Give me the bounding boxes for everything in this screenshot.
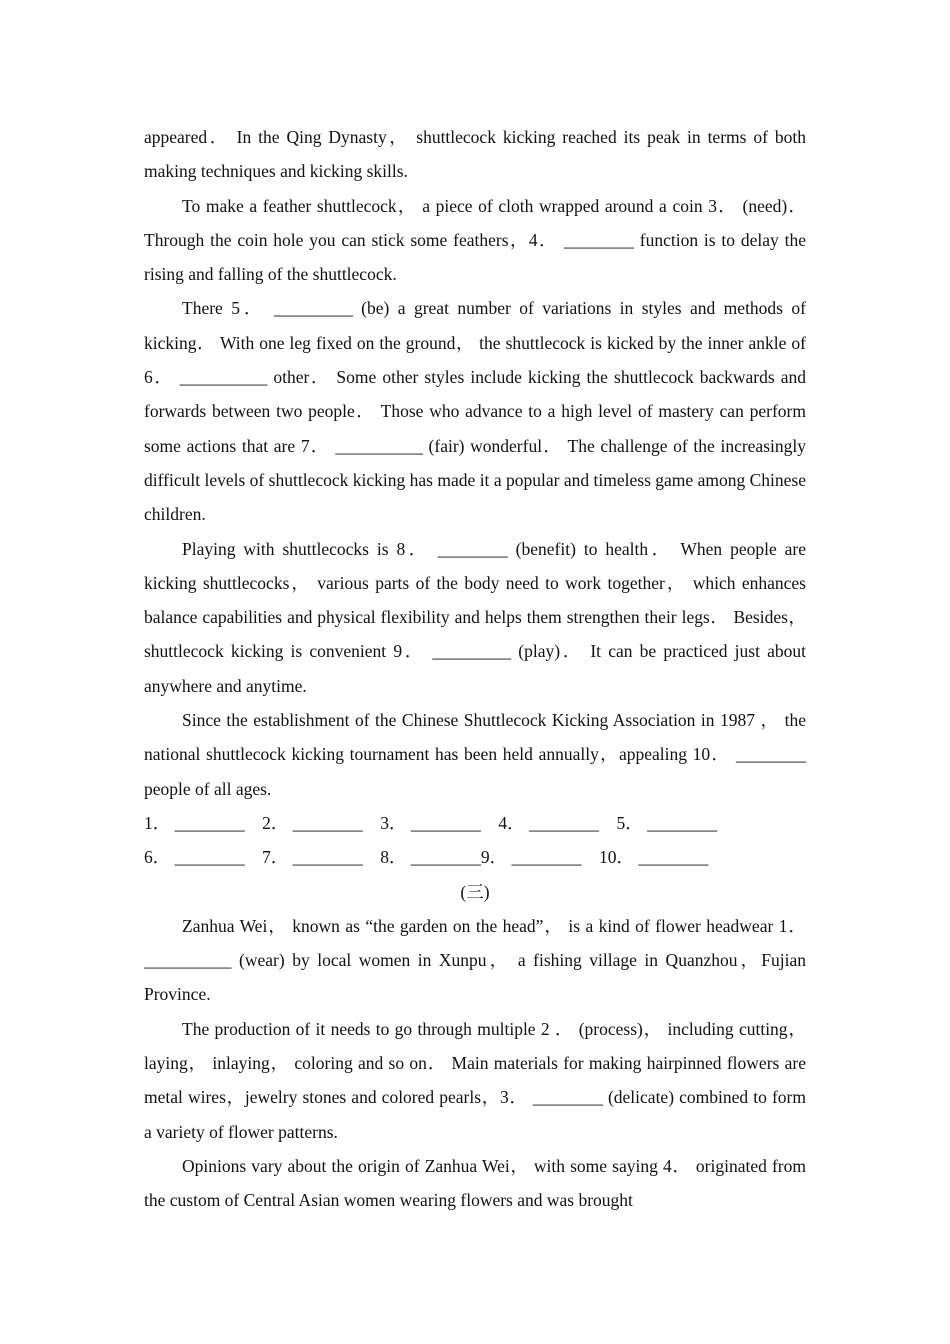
- paragraph-p3-2: Opinions vary about the origin of Zanhua Wei， with some saying 4． originated from the custom of Central Asian women wearing flowers and was brought: [144, 1155, 806, 1211]
- paragraph-p3-0: Zanhua Wei， known as “the garden on the head”， is a kind of flower headwear 1． __________ (wear) by local women in Xunpu， a fishing village in Quanzhou，Fujian Province.: [144, 915, 806, 1005]
- paragraph-p2-3: Playing with shuttlecocks is 8． ________ (benefit) to health． When people are kicking shuttlecocks， various parts of the body need to work together， which enhances balance capabilities and physical flexibility and helps them strengthen their legs． Besides，shuttlecock kicking is convenient 9． _________ (play)． It can be practiced just about anywhere and anytime.: [144, 538, 806, 696]
- paragraph-p2-2: There 5． _________ (be) a great number of variations in styles and methods of kicking． With one leg fixed on the ground， the shuttlecock is kicked by the inner ankle of 6． __________ other． Some other styles include kicking the shuttlecock backwards and forwards between two people． Those who advance to a high level of mastery can perform some actions that are 7． __________ (fair) wonderful． The challenge of the increasingly difficult levels of shuttlecock kicking has made it a popular and timeless game among Chinese children.: [144, 298, 806, 525]
- paragraph-p2-4: Since the establishment of the Chinese Shuttlecock Kicking Association in 1987 ， the national shuttlecock kicking tournament has been held annually，appealing 10． ________ people of all ages.: [144, 710, 806, 799]
- section-title: (三): [460, 881, 490, 902]
- paragraph-p2-1: To make a feather shuttlecock， a piece of cloth wrapped around a coin 3． (need)． Through the coin hole you can stick some feathers，4． ________ function is to delay the rising and falling of the shuttlecock.: [144, 195, 806, 285]
- paragraph-p2-0: appeared． In the Qing Dynasty， shuttlecock kicking reached its peak in terms of both making techniques and kicking skills.: [144, 127, 806, 182]
- paragraph-p3-1: The production of it needs to go through multiple 2 ． (process)， including cutting， laying， inlaying， coloring and so on． Main materials for making hairpinned flowers are metal wires，jewelry stones and colored pearls，3． ________ (delicate) combined to form a variety of flower patterns.: [144, 1018, 806, 1142]
- answer-row-2: 6． ________ 7． ________ 8． ________9． ________ 10． ________: [144, 847, 709, 868]
- document-body: [144, 120, 806, 1218]
- answer-row-1: 1． ________ 2． ________ 3． ________ 4． ________ 5． ________: [144, 812, 718, 833]
